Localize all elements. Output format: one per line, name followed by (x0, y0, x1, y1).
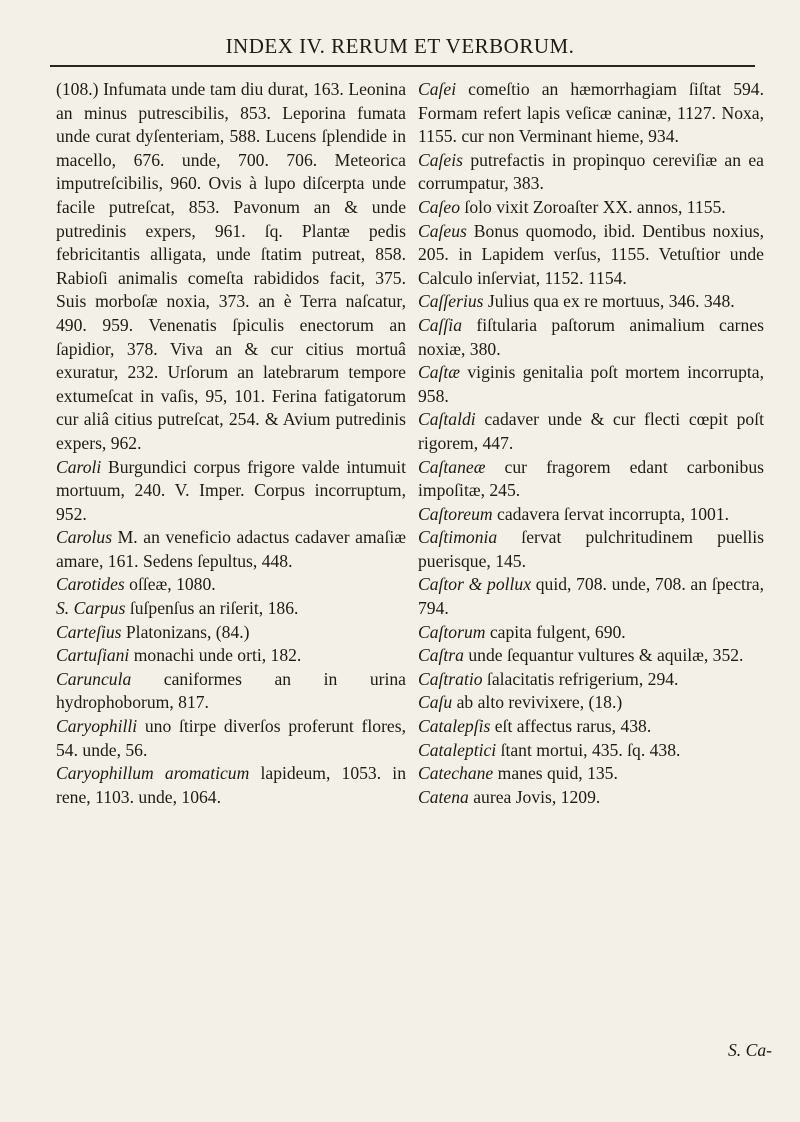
index-entry-text: Bonus quomodo, ibid. Dentibus noxius, 205. in Lapidem verſus, 1155. Vetuſtior unde Calculo inſerviat, 1152. 1154. (418, 220, 764, 288)
index-entry-text: caniformes an in urina hydrophoborum, 817. (56, 668, 406, 713)
index-entry-text: eſt affectus rarus, 438. (490, 716, 652, 737)
index-headword: Caſtorum (418, 621, 486, 642)
index-entry (418, 668, 764, 692)
index-entry (418, 361, 764, 408)
index-headword: Caryophilli (56, 716, 138, 737)
index-entry (418, 503, 764, 527)
index-entry-text: cadaver unde & cur flecti cœpit poſt rigorem, 447. (418, 409, 764, 453)
index-headword: S. Carpus (56, 598, 126, 619)
index-headword: Cataleptici (418, 739, 497, 760)
index-headword: Catalepſis (418, 716, 491, 737)
index-entry (56, 597, 406, 621)
running-head: INDEX IV. RERUM ET VERBORUM. (225, 34, 575, 58)
index-entry-text: ſtant mortui, 435. ſq. 438. (496, 739, 681, 760)
index-headword: Caſtaneæ (418, 456, 486, 477)
index-entry (418, 762, 764, 786)
index-entry-text: manes quid, 135. (493, 763, 618, 784)
index-entry (418, 196, 764, 220)
index-entry-text: uno ſtirpe diverſos proferunt flores, 54. unde, 56. (56, 716, 406, 760)
index-entry (418, 715, 764, 739)
index-headword: Caſtor & pollux (418, 574, 532, 595)
index-entry (56, 573, 406, 597)
index-entry-text: ab alto revivixere, (18.) (452, 692, 623, 713)
index-entry-text: Burgundici corpus frigore valde intumuit mortuum, 240. V. Imper. Corpus incorruptum, 952. (56, 456, 406, 524)
index-entry (56, 668, 406, 715)
index-headword: Caſtra (418, 645, 464, 666)
index-entry-text: ſervat pulchritudinem puellis puerisque, 145. (418, 527, 764, 571)
index-entry-text: aurea Jovis, 1209. (468, 786, 601, 807)
index-entry-text: fiſtularia paſtorum animalium carnes noxiæ, 380. (418, 314, 764, 359)
index-entry (418, 573, 764, 620)
index-headword: Caſeo (418, 196, 461, 217)
index-entry-text: lapideum, 1053. in rene, 1103. unde, 1064. (56, 763, 406, 807)
index-headword: Caſei (418, 79, 457, 99)
index-column-left (56, 78, 406, 809)
index-entry (418, 408, 764, 455)
index-entry (56, 762, 406, 809)
index-entry-text: Julius qua ex re mortuus, 346. 348. (483, 291, 735, 312)
index-entry (418, 220, 764, 291)
index-headword: Caſeus (418, 220, 467, 241)
index-headword: Caſtæ (418, 362, 461, 383)
index-entry-text: M. an veneficio adactus cadaver amaſiæ amare, 161. Sedens ſepultus, 448. (56, 527, 406, 571)
index-entry (418, 644, 764, 668)
index-headword: Carotides (56, 574, 125, 595)
index-entry-text: cur fragorem edant carbonibus impoſitæ, 245. (418, 456, 764, 501)
index-headword: Cartuſiani (56, 645, 130, 666)
index-entry-text: putrefactis in propinquo cereviſiæ an ea corrumpatur, 383. (418, 149, 764, 194)
index-headword: Caſtoreum (418, 503, 493, 524)
index-entry-text: cadavera ſervat incorrupta, 1001. (492, 503, 730, 524)
index-entry-text: ſuſpenſus an riſerit, 186. (125, 598, 299, 619)
index-headword: Caſtimonia (418, 527, 498, 548)
index-entry (418, 786, 764, 810)
index-headword: Catechane (418, 763, 494, 784)
index-headword: Caſu (418, 692, 453, 713)
index-headword: Caſſia (418, 314, 462, 335)
index-entry (418, 739, 764, 763)
index-entry-text: (108.) Infumata unde tam diu durat, 163. Leonina an minus putrescibilis, 853. Leporina fumata unde curat dyſenteriam, 588. Lucens ſplendide in macello, 676. unde, 700. 706. Meteorica imputreſcibilis, 960. Ovis à lupo diſcerpta unde facile putreſcat, 853. Pavonum an & unde putredinis expers, 961. ſq. Plantæ pedis febricitantis alligata, unde ſtatim putreat, 858. Rabioſi animalis comeſta rabididos facit, 375. Suis morboſæ noxia, 373. an è Terra naſcatur, 490. 959. Venenatis ſpiculis enectorum an ſapidior, 378. Viva an & cur citius mortuâ exuratur, 232. Urſorum an latebrarum tempore extumeſcat in vaſis, 95, 101. Ferina fatigatorum cur aliâ citius putreſcat, 254. & Avium putredinis expers, 962. (56, 79, 406, 453)
index-headword: Catena (418, 786, 469, 807)
index-entry-text: comeſtio an hæmorrhagiam ſiſtat 594. Formam refert lapis veſicæ caninæ, 1127. Noxa, 1155. cur non Verminant hieme, 934. (418, 79, 764, 147)
index-headword: Carteſius (56, 621, 122, 642)
index-headword: Caroli (56, 456, 102, 477)
index-entry-text: viginis genitalia poſt mortem incorrupta, 958. (418, 362, 764, 406)
index-entry (418, 290, 764, 314)
index-headword: Caruncula (56, 668, 132, 689)
index-entry (56, 621, 406, 645)
index-headword: Carolus (56, 527, 113, 548)
index-entry (418, 456, 764, 503)
index-entry (418, 78, 764, 149)
index-entry-text: ſalacitatis refrigerium, 294. (482, 668, 679, 689)
index-entry (56, 78, 406, 456)
index-entry-text: ſolo vixit Zoroaſter XX. annos, 1155. (460, 196, 726, 217)
index-entry (418, 621, 764, 645)
index-entry (56, 526, 406, 573)
index-entry (418, 691, 764, 715)
index-entry (56, 456, 406, 527)
index-headword: Caſtratio (418, 668, 483, 689)
index-entry-text: Platonizans, (84.) (121, 621, 250, 642)
index-headword: Caſtaldi (418, 409, 476, 430)
index-entry (418, 526, 764, 573)
index-entry-text: monachi unde orti, 182. (129, 645, 302, 666)
index-entry-text: quid, 708. unde, 708. an ſpectra, 794. (418, 574, 764, 619)
index-entry-text: unde ſequantur vultures & aquilæ, 352. (463, 645, 744, 666)
index-headword: Caſeis (418, 149, 463, 170)
index-entry-text: capita fulgent, 690. (485, 621, 626, 642)
index-entry-text: oſſeæ, 1080. (124, 574, 216, 595)
header-rule (50, 65, 755, 67)
index-headword: Caryophillum aromaticum (56, 763, 250, 784)
index-entry (418, 149, 764, 196)
index-entry (418, 314, 764, 361)
index-entry (56, 715, 406, 762)
index-entry (56, 644, 406, 668)
index-headword: Caſſerius (418, 291, 484, 312)
index-column-right (418, 78, 764, 809)
catchword: S. Ca- (728, 1040, 772, 1060)
